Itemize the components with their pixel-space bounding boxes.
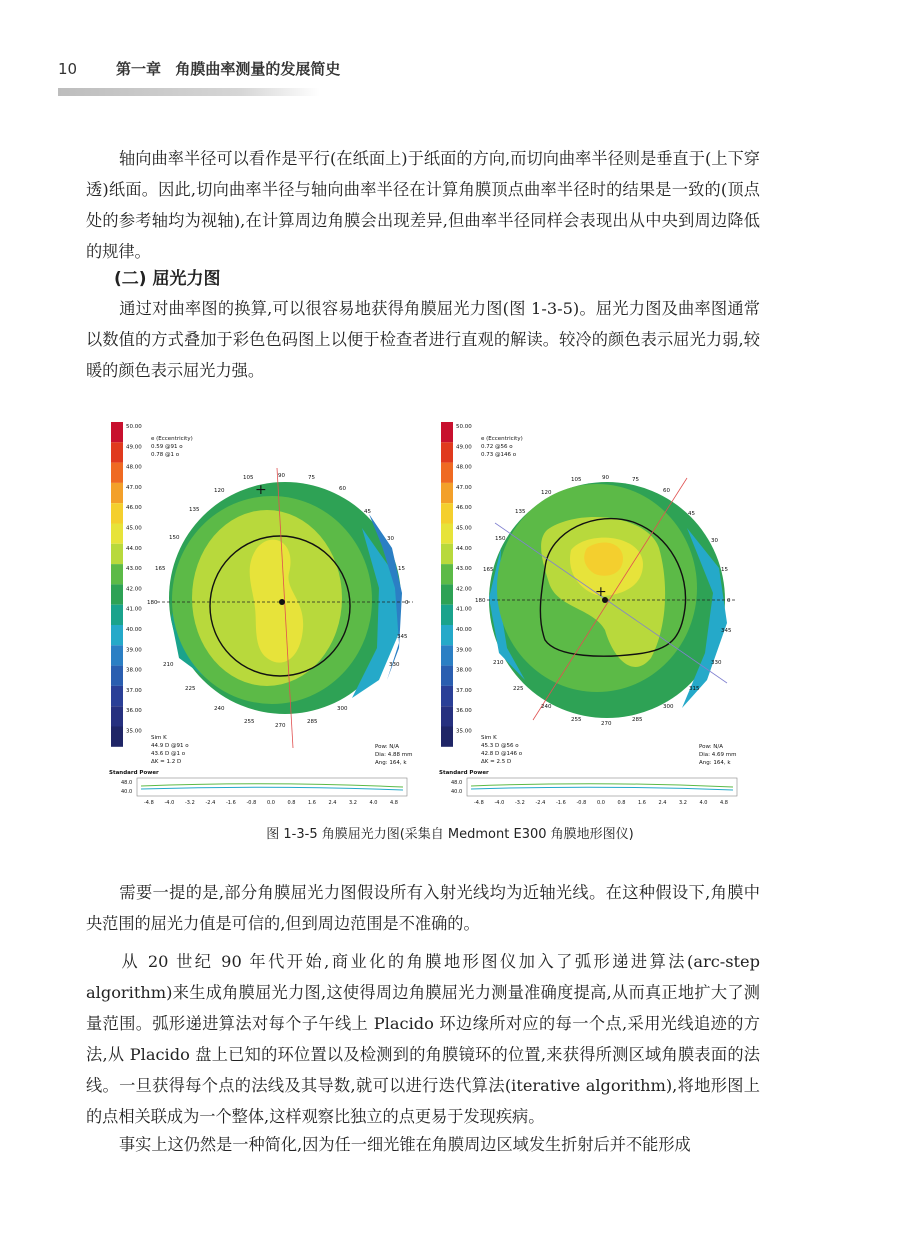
ang-label: Ang: 164, k (375, 760, 407, 766)
angle-label: 45 (688, 511, 695, 517)
scale-label: 49.00 (456, 444, 472, 451)
simk-title: Sim K (481, 735, 497, 741)
scale-label: 49.00 (126, 444, 142, 451)
scale-label: 37.00 (456, 687, 472, 694)
scale-label: 48.00 (126, 464, 142, 471)
standard-power-label: Standard Power (109, 770, 159, 776)
paragraph-5 (86, 1129, 760, 1160)
angle-label: 45 (364, 509, 371, 515)
profile-x-label: 0.0 (267, 800, 275, 806)
scale-swatch (441, 645, 453, 665)
scale-swatch (441, 666, 453, 686)
scale-label: 43.00 (456, 566, 472, 573)
power-map-left (107, 418, 432, 808)
profile-x-label: -4.0 (164, 800, 175, 806)
eccentricity-value-2: 0.78 @1 o (151, 452, 180, 458)
scale-swatch (111, 625, 123, 645)
profile-x-label: 4.0 (369, 800, 378, 806)
scale-label: 40.00 (126, 627, 142, 633)
angle-label: 300 (337, 706, 348, 712)
profile-x-label: -4.8 (474, 800, 484, 806)
vertex-marker (279, 599, 285, 605)
scale-swatch (111, 503, 123, 523)
paragraph-2 (86, 293, 760, 386)
scale-swatch (111, 442, 123, 462)
simk-delta: ΔK = 2.5 D (481, 759, 512, 765)
paragraph-5-text: 事实上这仍然是一种简化,因为任一细光锥在角膜周边区域发生折射后并不能形成 (119, 1135, 691, 1154)
angle-label: 315 (689, 686, 700, 692)
page-number: 10 (58, 60, 78, 78)
angle-label: 225 (185, 686, 196, 692)
simk-value-2: 43.6 D @1 o (151, 751, 186, 757)
scale-label: 46.00 (126, 505, 142, 512)
standard-power-label: Standard Power (439, 770, 489, 776)
profile-x-label: 1.6 (308, 800, 316, 806)
profile-x-label: -4.8 (144, 800, 154, 806)
paragraph-1 (86, 143, 760, 267)
scale-label: 36.00 (126, 708, 142, 715)
scale-label: 36.00 (456, 708, 472, 715)
profile-x-label: 2.4 (658, 800, 667, 806)
paragraph-4-text: 从 20 世纪 90 年代开始,商业化的角膜地形图仪加入了弧形递进算法(arc-step algorithm)来生成角膜屈光力图,这使得周边角膜屈光力测量准确度提高,从而真正地扩大了测量范围。弧形递进算法对每个子午线上 Placido 环边缘所对应的每一个点,采用光线追迹的方法,从 Placido 盘上已知的环位置以及检测到的角膜镜环的位置,来获得所测区域角膜表面的法线。一旦获得每个点的法线及其导数,就可以进行迭代算法(iterative algorithm),将地形图上的点相关联成为一个整体,这样观察比独立的点更易于发现疾病。 (86, 952, 760, 1126)
angle-label: 105 (571, 477, 582, 483)
profile-x-label: 2.4 (328, 800, 337, 806)
simk-value-1: 44.9 D @91 o (151, 743, 189, 749)
angle-label: 150 (169, 535, 180, 541)
simk-title: Sim K (151, 735, 167, 741)
scale-label: 48.00 (456, 464, 472, 471)
header-rule (58, 88, 320, 96)
scale-label: 44.00 (126, 545, 142, 552)
angle-label: 90 (278, 473, 285, 479)
map-panel-right (437, 418, 762, 808)
color-scale-right (441, 422, 472, 747)
svg-text:+: + (255, 482, 267, 498)
profile-x-label: -3.2 (185, 800, 195, 806)
chapter-label: 第一章 (116, 60, 162, 78)
angle-label: 330 (711, 660, 722, 666)
angle-label: 285 (632, 717, 643, 723)
running-header (58, 58, 340, 79)
angle-label: 0 (405, 600, 409, 606)
profile-left (121, 778, 407, 806)
paragraph-1-text: 轴向曲率半径可以看作是平行(在纸面上)于纸面的方向,而切向曲率半径则是垂直于(上下穿透)纸面。因此,切向曲率半径与轴向曲率半径在计算角膜顶点曲率半径时的结果是一致的(顶点处的参考轴均为视轴),在计算周边角膜会出现差异,但曲率半径同样会表现出从中央到周边降低的规律。 (86, 149, 760, 261)
profile-x-label: 3.2 (349, 800, 357, 806)
dia-label: Dia: 4.88 mm (375, 752, 413, 758)
map-panel-left (107, 418, 432, 808)
scale-label: 45.00 (126, 525, 142, 532)
scale-swatch (111, 564, 123, 584)
angle-label: 60 (663, 488, 670, 494)
scale-swatch (111, 666, 123, 686)
angle-label: 180 (475, 598, 486, 604)
scale-label: 47.00 (456, 484, 472, 491)
scale-swatch (111, 463, 123, 483)
angle-label: 210 (163, 662, 174, 668)
scale-swatch (441, 686, 453, 706)
scale-swatch (111, 605, 123, 625)
scale-swatch (441, 625, 453, 645)
scale-label: 46.00 (456, 505, 472, 512)
eccentricity-value-1: 0.59 @91 o (151, 444, 183, 450)
angle-label: 165 (483, 567, 494, 573)
scale-swatch (111, 483, 123, 503)
angle-label: 270 (601, 721, 612, 727)
angle-label: 345 (721, 628, 732, 634)
angle-label: 60 (339, 486, 346, 492)
simk-value-2: 42.8 D @146 o (481, 751, 523, 757)
profile-x-label: 4.8 (720, 800, 728, 806)
chapter-title: 角膜曲率测量的发展简史 (175, 60, 341, 78)
scale-label: 42.00 (456, 586, 472, 593)
scale-swatch (441, 422, 453, 442)
profile-y-label: 48.0 (121, 780, 133, 786)
scale-label: 50.00 (456, 424, 472, 430)
profile-y-label: 48.0 (451, 780, 463, 786)
angle-label: 165 (155, 566, 166, 572)
angle-label: 75 (632, 477, 639, 483)
angle-label: 90 (602, 475, 609, 481)
scale-swatch (441, 442, 453, 462)
angle-label: 255 (571, 717, 582, 723)
angle-label: 30 (387, 536, 394, 542)
scale-swatch (111, 584, 123, 604)
figure-caption: 图 1-3-5 角膜屈光力图(采集自 Medmont E300 角膜地形图仪) (266, 827, 634, 842)
angle-label: 240 (541, 704, 552, 710)
profile-x-label: 0.0 (597, 800, 605, 806)
scale-swatch (111, 524, 123, 544)
profile-x-label: 3.2 (679, 800, 687, 806)
profile-y-label: 40.0 (121, 789, 133, 795)
angle-label: 240 (214, 706, 225, 712)
profile-x-label: -1.6 (226, 800, 236, 806)
angle-label: 15 (721, 567, 728, 573)
color-scale-left (111, 422, 142, 747)
paragraph-3-text: 需要一提的是,部分角膜屈光力图假设所有入射光线均为近轴光线。在这种假设下,角膜中央范围的屈光力值是可信的,但到周边范围是不准确的。 (86, 883, 760, 933)
scale-label: 44.00 (456, 545, 472, 552)
profile-x-label: -0.8 (576, 800, 587, 806)
scale-swatch (111, 422, 123, 442)
angle-label: 135 (189, 507, 200, 513)
scale-swatch (441, 544, 453, 564)
angle-label: 15 (398, 566, 405, 572)
scale-swatch (441, 503, 453, 523)
scale-swatch (111, 686, 123, 706)
paragraph-2-text: 通过对曲率图的换算,可以很容易地获得角膜屈光力图(图 1-3-5)。屈光力图及曲率图通常以数值的方式叠加于彩色色码图上以便于检查者进行直观的解读。较冷的颜色表示屈光力弱,较暖的颜色表示屈光力强。 (86, 299, 760, 380)
angle-label: 0 (727, 598, 731, 604)
angle-label: 105 (243, 475, 254, 481)
scale-label: 43.00 (126, 566, 142, 573)
angle-label: 135 (515, 509, 526, 515)
scale-swatch (441, 524, 453, 544)
power-map-right (437, 418, 762, 808)
scale-label: 45.00 (456, 525, 472, 532)
profile-x-label: -3.2 (515, 800, 525, 806)
scale-label: 39.00 (456, 647, 472, 654)
angle-label: 225 (513, 686, 524, 692)
scale-label: 50.00 (126, 424, 142, 430)
scale-label: 37.00 (126, 687, 142, 694)
scale-swatch (441, 564, 453, 584)
scale-label: 47.00 (126, 484, 142, 491)
paragraph-4 (86, 946, 760, 1132)
scale-swatch (111, 645, 123, 665)
profile-right (451, 778, 737, 806)
scale-label: 41.00 (456, 606, 472, 613)
paragraph-3 (86, 877, 760, 939)
dia-label: Dia: 4.69 mm (699, 752, 737, 758)
simk-value-1: 45.3 D @56 o (481, 743, 519, 749)
angle-label: 255 (244, 719, 255, 725)
angle-label: 300 (663, 704, 674, 710)
ang-label: Ang: 164, k (699, 760, 731, 766)
profile-y-label: 40.0 (451, 789, 463, 795)
scale-label: 40.00 (456, 627, 472, 633)
scale-label: 38.00 (456, 667, 472, 674)
angle-label: 270 (275, 723, 286, 729)
angle-label: 30 (711, 538, 718, 544)
scale-label: 42.00 (126, 586, 142, 593)
pow-label: Pow: N/A (375, 744, 400, 750)
profile-x-label: -4.0 (494, 800, 505, 806)
scale-label: 41.00 (126, 606, 142, 613)
profile-x-label: -1.6 (556, 800, 566, 806)
eccentricity-value-2: 0.73 @146 o (481, 452, 517, 458)
angle-label: 150 (495, 536, 506, 542)
profile-x-label: -2.4 (205, 800, 216, 806)
profile-x-label: 1.6 (638, 800, 646, 806)
svg-text:+: + (595, 584, 607, 600)
angle-label: 345 (397, 634, 408, 640)
scale-swatch (111, 544, 123, 564)
scale-label: 35.00 (126, 728, 142, 735)
eccentricity-title: e (Eccentricity) (151, 436, 193, 442)
section-heading: (二) 屈光力图 (114, 269, 221, 289)
eccentricity-value-1: 0.72 @56 o (481, 444, 513, 450)
pow-label: Pow: N/A (699, 744, 724, 750)
profile-x-label: 0.8 (617, 800, 626, 806)
scale-swatch (111, 727, 123, 747)
angle-label: 285 (307, 719, 318, 725)
angle-label: 75 (308, 475, 315, 481)
angle-label: 120 (214, 488, 225, 494)
topography-figure (107, 418, 762, 808)
scale-swatch (441, 706, 453, 726)
scale-swatch (441, 584, 453, 604)
scale-label: 38.00 (126, 667, 142, 674)
profile-x-label: 4.0 (699, 800, 708, 806)
profile-x-label: 0.8 (287, 800, 296, 806)
angle-label: 180 (147, 600, 158, 606)
scale-label: 35.00 (456, 728, 472, 735)
angle-label: 120 (541, 490, 552, 496)
angle-label: 330 (389, 662, 400, 668)
scale-swatch (441, 727, 453, 747)
profile-x-label: -2.4 (535, 800, 546, 806)
profile-x-label: -0.8 (246, 800, 257, 806)
simk-delta: ΔK = 1.2 D (151, 759, 182, 765)
angle-label: 210 (493, 660, 504, 666)
scale-swatch (441, 463, 453, 483)
scale-label: 39.00 (126, 647, 142, 654)
scale-swatch (441, 605, 453, 625)
profile-x-label: 4.8 (390, 800, 398, 806)
eccentricity-title: e (Eccentricity) (481, 436, 523, 442)
scale-swatch (441, 483, 453, 503)
scale-swatch (111, 706, 123, 726)
